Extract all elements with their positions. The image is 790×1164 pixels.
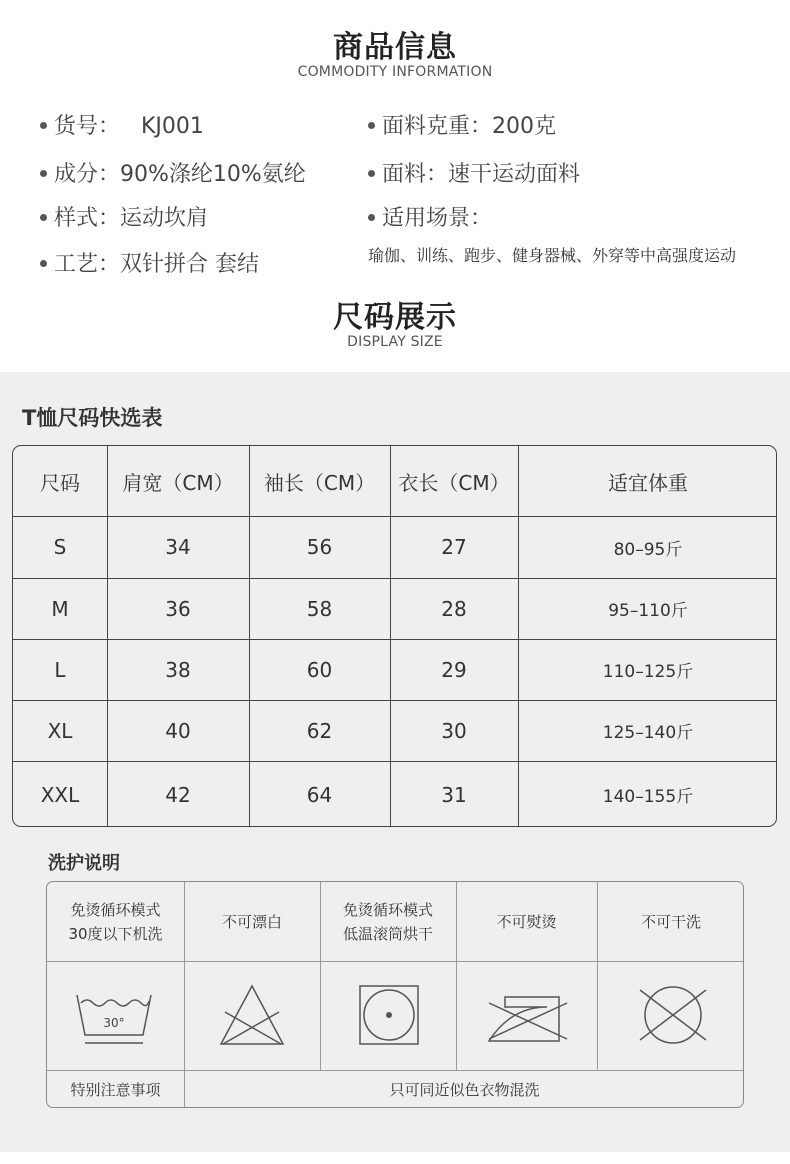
table-row bbox=[13, 700, 776, 761]
table-header-cell: 尺码 bbox=[40, 470, 80, 495]
table-row bbox=[13, 578, 776, 639]
table-header-cell: 适宜体重 bbox=[608, 470, 688, 495]
bullet-icon bbox=[40, 214, 47, 221]
bullet-icon bbox=[40, 170, 47, 177]
table-cell: 62 bbox=[306, 718, 333, 743]
table-cell: 58 bbox=[306, 596, 333, 621]
table-cell: 28 bbox=[441, 596, 467, 621]
table-cell: 29 bbox=[441, 657, 467, 682]
table-cell: 42 bbox=[165, 782, 191, 807]
table-cell: 31 bbox=[441, 782, 467, 807]
care-table bbox=[46, 881, 744, 1108]
care-label-dry-clean: 不可干洗 bbox=[640, 912, 701, 931]
no-dry-clean-icon bbox=[638, 984, 708, 1046]
table-cell: 36 bbox=[165, 596, 191, 621]
quick-table-title: T恤尺码快选表 bbox=[22, 406, 163, 430]
size-section-title: 尺码展示 bbox=[333, 300, 457, 335]
table-cell: XXL bbox=[40, 782, 80, 807]
page-subtitle: COMMODITY INFORMATION bbox=[297, 64, 493, 80]
table-header-cell: 肩宽（CM） bbox=[122, 470, 234, 495]
wash-temperature-text: 30° bbox=[103, 1016, 125, 1030]
info-fabric: 面料：速干运动面料 bbox=[368, 157, 580, 188]
bullet-icon bbox=[40, 122, 47, 129]
table-divider bbox=[13, 516, 776, 517]
commodity-info-section bbox=[0, 0, 790, 372]
care-label-dry: 免烫循环模式 低温滚筒烘干 bbox=[342, 900, 433, 943]
table-cell: 40 bbox=[165, 718, 191, 743]
bullet-icon bbox=[368, 170, 375, 177]
table-cell: S bbox=[53, 535, 67, 559]
care-divider bbox=[47, 961, 743, 962]
table-divider bbox=[107, 446, 108, 826]
table-cell: M bbox=[51, 596, 69, 621]
no-bleach-icon bbox=[217, 982, 287, 1048]
info-composition: 成分：90%涤纶10%氨纶 bbox=[40, 157, 306, 188]
care-note-text: 只可同近似色衣物混洗 bbox=[389, 1080, 540, 1099]
wash-30-icon bbox=[71, 985, 157, 1051]
care-title: 洗护说明 bbox=[48, 853, 120, 874]
table-cell: 30 bbox=[441, 718, 467, 743]
table-cell: 27 bbox=[441, 535, 467, 559]
info-fabric-weight: 面料克重：200克 bbox=[368, 109, 556, 140]
table-cell: 95–110斤 bbox=[608, 601, 688, 621]
bullet-icon bbox=[40, 260, 47, 267]
table-divider bbox=[13, 761, 776, 762]
care-note-label: 特别注意事项 bbox=[70, 1080, 161, 1099]
tumble-dry-low-icon bbox=[358, 984, 420, 1046]
info-craft: 工艺：双针拼合 套结 bbox=[40, 247, 259, 278]
bullet-icon bbox=[368, 122, 375, 129]
table-cell: 64 bbox=[306, 782, 333, 807]
size-section-subtitle: DISPLAY SIZE bbox=[347, 334, 443, 350]
info-scenes: 瑜伽、训练、跑步、健身器械、外穿等中高强度运动 bbox=[368, 246, 737, 265]
table-cell: L bbox=[54, 657, 66, 682]
table-row bbox=[13, 761, 776, 827]
table-cell: 34 bbox=[165, 535, 191, 559]
table-divider bbox=[249, 446, 250, 826]
table-header-row bbox=[13, 446, 776, 516]
table-divider bbox=[13, 578, 776, 579]
table-cell: 140–155斤 bbox=[602, 787, 694, 807]
table-cell: 56 bbox=[306, 535, 333, 559]
table-divider bbox=[13, 639, 776, 640]
info-style: 样式：运动坎肩 bbox=[40, 201, 208, 232]
care-label-iron: 不可熨烫 bbox=[496, 912, 557, 931]
table-cell: XL bbox=[47, 718, 73, 743]
table-cell: 80–95斤 bbox=[613, 539, 683, 560]
table-cell: 60 bbox=[306, 657, 333, 682]
table-row bbox=[13, 639, 776, 700]
table-cell: 38 bbox=[165, 657, 191, 682]
table-row bbox=[13, 516, 776, 578]
bullet-icon bbox=[368, 214, 375, 221]
info-item-no: 货号： KJ001 bbox=[40, 109, 204, 140]
table-cell: 125–140斤 bbox=[602, 723, 694, 743]
table-header-cell: 衣长（CM） bbox=[398, 470, 510, 495]
page-title: 商品信息 bbox=[333, 30, 457, 65]
info-scene-label: 适用场景： bbox=[368, 201, 492, 232]
table-divider bbox=[13, 700, 776, 701]
care-label-bleach: 不可漂白 bbox=[221, 912, 282, 931]
table-header-cell: 袖长（CM） bbox=[263, 470, 376, 495]
no-iron-icon bbox=[483, 987, 573, 1047]
table-divider bbox=[518, 446, 519, 826]
table-cell: 110–125斤 bbox=[602, 662, 694, 682]
table-divider bbox=[390, 446, 391, 826]
care-label-wash: 免烫循环模式 30度以下机洗 bbox=[68, 900, 163, 943]
size-table bbox=[12, 445, 777, 827]
